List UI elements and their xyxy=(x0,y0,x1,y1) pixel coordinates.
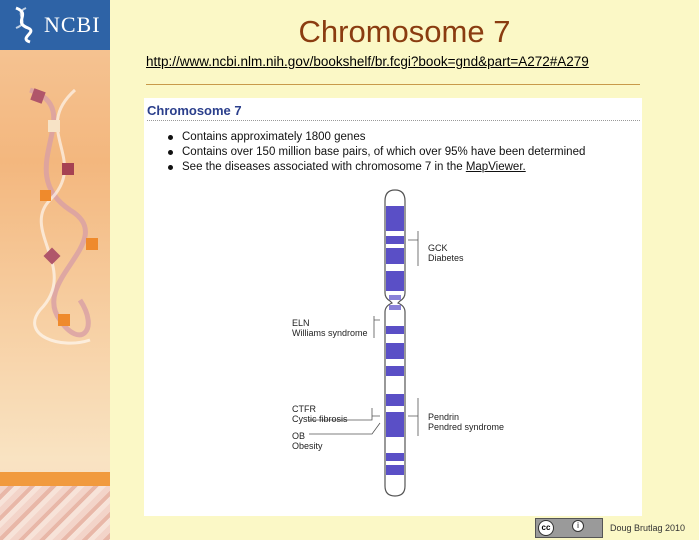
attribution-icon: i xyxy=(572,520,584,532)
band xyxy=(386,412,404,437)
band xyxy=(386,248,404,264)
list-item: Contains over 150 million base pairs, of which over 95% have been determined xyxy=(166,145,585,160)
orange-band xyxy=(0,472,110,486)
band xyxy=(386,465,404,475)
list-item: Contains approximately 1800 genes xyxy=(166,130,585,145)
eln-leader xyxy=(374,316,380,338)
gene-label: CTFR xyxy=(292,404,316,414)
gck-leader xyxy=(408,231,418,266)
list-item-text: See the diseases associated with chromosome 7 in the xyxy=(182,161,466,173)
band xyxy=(386,453,404,461)
dna-helix-icon xyxy=(8,6,38,44)
cc-icon: cc xyxy=(538,520,554,536)
decorative-texture xyxy=(0,486,110,540)
chromosome-ideogram xyxy=(144,98,642,516)
disease-label: Williams syndrome xyxy=(292,328,368,338)
centromere-band xyxy=(389,305,401,310)
band xyxy=(386,236,404,244)
band xyxy=(386,366,404,376)
ncbi-logo-text: NCBI xyxy=(44,12,101,37)
ncbi-logo[interactable] xyxy=(0,0,110,50)
gene-label: Pendrin xyxy=(428,412,460,422)
band xyxy=(386,206,404,231)
mapviewer-link[interactable]: MapViewer. xyxy=(465,161,526,173)
pendrin-leader xyxy=(408,398,418,436)
centromere-band xyxy=(389,295,401,300)
dna-decoration xyxy=(0,50,110,480)
gene-label: OB xyxy=(292,431,306,441)
panel-heading: Chromosome 7 xyxy=(147,103,242,118)
disease-label: Pendred syndrome xyxy=(428,422,505,432)
decorative-sidebar xyxy=(0,0,110,540)
ob-leader xyxy=(309,423,380,434)
page-title: Chromosome 7 xyxy=(298,14,511,49)
band xyxy=(386,271,404,291)
gene-label: GCK xyxy=(428,243,448,253)
chromosome-panel xyxy=(144,98,642,516)
author-credit: Doug Brutlag 2010 xyxy=(610,523,686,533)
band xyxy=(386,343,404,359)
disease-label: Diabetes xyxy=(428,253,464,263)
gene-label: ELN xyxy=(292,318,310,328)
disease-label: Cystic fibrosis xyxy=(292,414,348,424)
title-divider xyxy=(146,84,640,85)
disease-label: Obesity xyxy=(292,441,323,451)
creative-commons-by-icon[interactable] xyxy=(535,518,603,538)
band xyxy=(386,394,404,406)
source-link[interactable]: http://www.ncbi.nlm.nih.gov/bookshelf/br.fcgi?book=gnd&part=A272#A279 xyxy=(146,54,589,69)
band xyxy=(386,326,404,334)
